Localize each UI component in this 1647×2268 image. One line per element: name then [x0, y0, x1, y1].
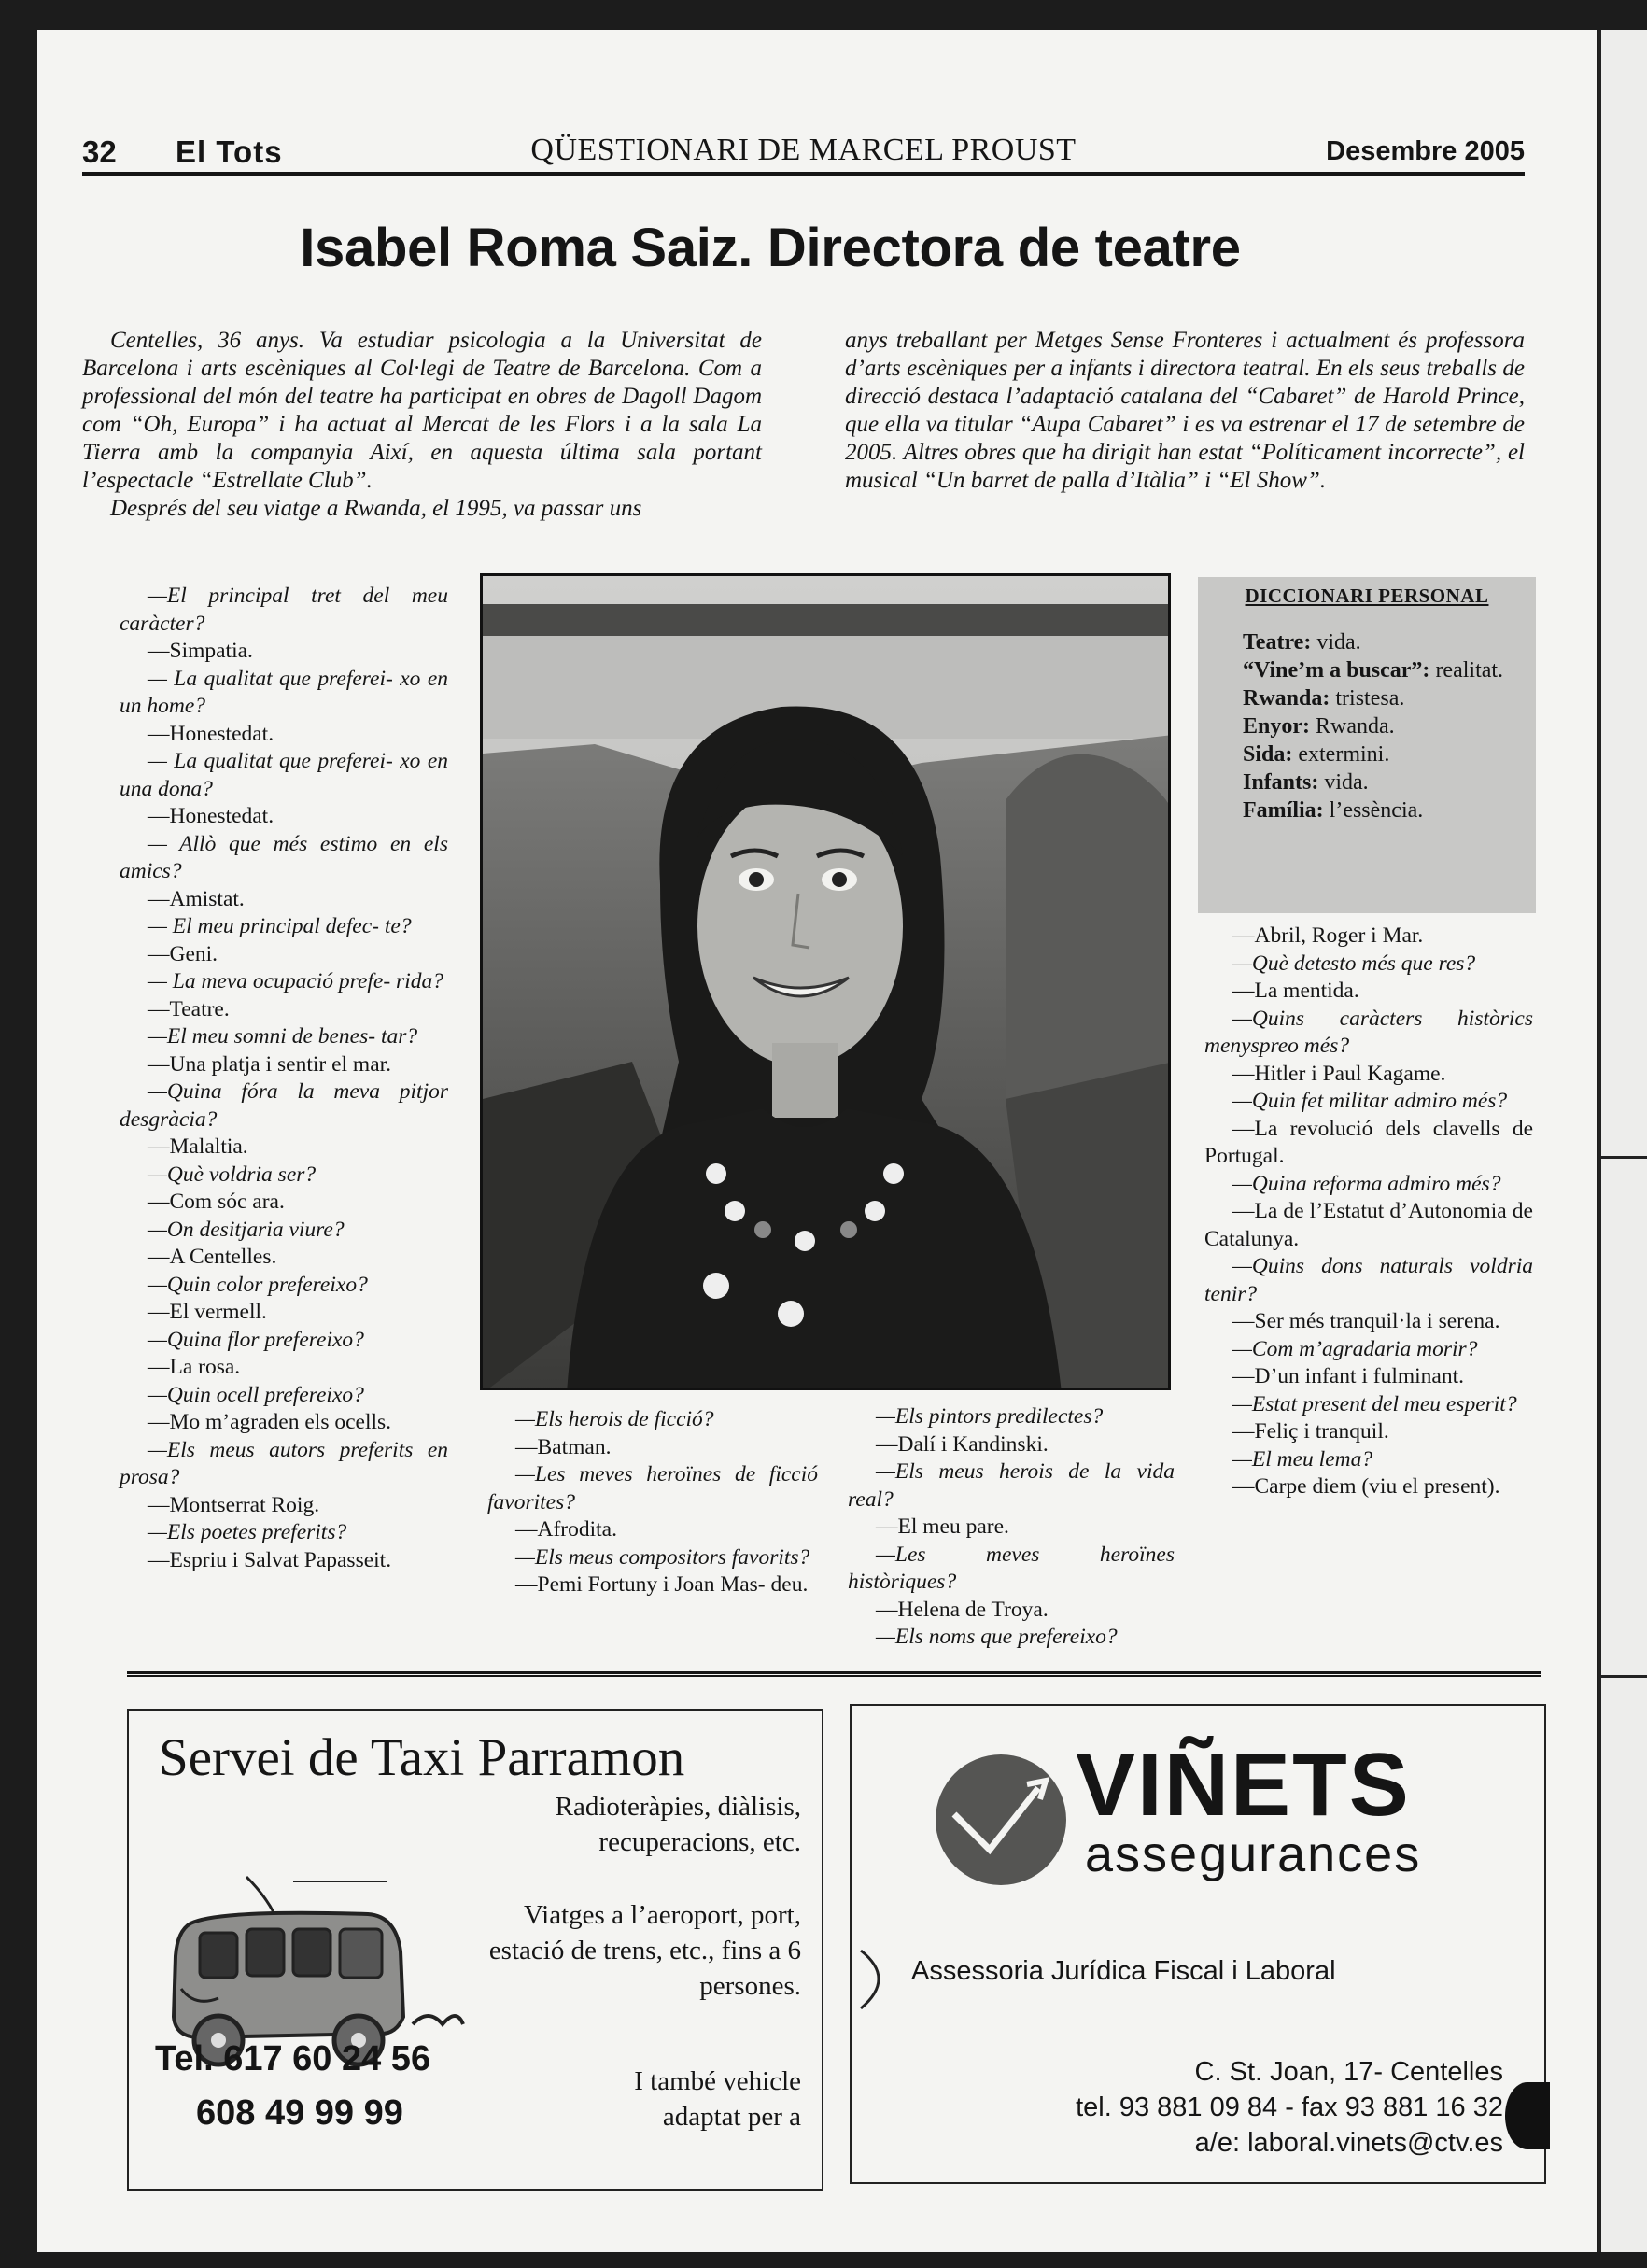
question: —Quin fet militar admiro més? — [1232, 1089, 1508, 1113]
answer: —Montserrat Roig. — [148, 1492, 320, 1517]
answer: —Hitler i Paul Kagame. — [1232, 1061, 1446, 1086]
answer: —Geni. — [148, 941, 218, 966]
dictionary-entry — [1198, 712, 1536, 740]
question: — La meva ocupació prefe- rida? — [148, 969, 443, 993]
answer: —Pemi Fortuny i Joan Mas- deu. — [515, 1572, 809, 1597]
dictionary-entry — [1198, 684, 1536, 712]
question: —Quin color prefereixo? — [148, 1272, 368, 1297]
question: —Els noms que prefereixo? — [876, 1625, 1118, 1649]
answer: —Carpe diem (viu el present). — [1232, 1474, 1500, 1499]
dictionary-definition: realitat. — [1435, 658, 1504, 683]
answer: —Malaltia. — [148, 1134, 248, 1159]
dictionary-term: Teatre: — [1243, 630, 1312, 655]
answer: —Feliç i tranquil. — [1232, 1419, 1389, 1444]
section-title: QÜESTIONARI DE MARCEL PROUST — [530, 133, 1077, 167]
dictionary-title: DICCIONARI PERSONAL — [1245, 585, 1489, 607]
answer: —Com sóc ara. — [148, 1190, 285, 1214]
dictionary-definition: Rwanda. — [1316, 714, 1395, 739]
answer: —Honestedat. — [148, 721, 274, 746]
vinets-address: C. St. Joan, 17- Centelles — [1194, 2057, 1503, 2087]
answer: —Batman. — [515, 1434, 612, 1459]
vinets-subtitle: assegurances — [1085, 1826, 1422, 1882]
question: — Allò que més estimo en els amics? — [120, 831, 448, 883]
bracket-icon — [855, 1947, 902, 2012]
personal-dictionary-box — [1198, 577, 1536, 913]
taxi-travel: Viatges a l’aeroport, port, estació de trens, etc., fins a 6 persones. — [488, 1900, 801, 2001]
question: —On desitjaria viure? — [148, 1217, 345, 1242]
answer: —Teatre. — [148, 996, 230, 1021]
vinets-brand: VIÑETS — [1076, 1735, 1411, 1835]
question: —Els meus compositors favorits? — [515, 1544, 810, 1570]
answer: —La revolució dels clavells de Portugal. — [1204, 1116, 1533, 1168]
dictionary-entry — [1198, 656, 1536, 684]
dictionary-term: Família: — [1243, 798, 1324, 823]
article-separator — [127, 1671, 1541, 1677]
answer: —Ser més tranquil·la i serena. — [1232, 1309, 1500, 1333]
question: — La qualitat que preferei- xo en una dona? — [120, 749, 448, 801]
intro-paragraph: Centelles, 36 anys. Va estudiar psicologia a la Universitat de Barcelona i arts escèniques al Col·legi de Teatre de Barcelona. Com a professional del món del teatre ha participat en obres de Dagoll Dagom com “Oh, Europa” i ha actuat al Mercat de les Flors i a la sala La Tierra amb la companyia Així, en aquesta última sala portant l’espectacle “Estrellate Club”. — [82, 328, 762, 493]
question: — La qualitat que preferei- xo en un home? — [120, 666, 448, 718]
question: —Què detesto més que res? — [1232, 951, 1476, 976]
answer: —D’un infant i fulminant. — [1232, 1364, 1465, 1388]
vinets-email: a/e: laboral.vinets@ctv.es — [1194, 2128, 1503, 2158]
qa-column-4 — [1204, 923, 1533, 1501]
answer: —Simpatia. — [148, 639, 253, 663]
page-number: 32 — [82, 134, 117, 169]
intro-right-column — [845, 327, 1525, 495]
dictionary-definition: vida. — [1316, 630, 1361, 655]
question: —Les meves heroïnes històriques? — [848, 1542, 1175, 1594]
taxi-phone-1: Tel. 617 60 24 56 — [155, 2039, 431, 2078]
taxi-adapted-vehicle: I també vehicle adaptat per a — [634, 2066, 801, 2132]
taxi-services: Radioteràpies, diàlisis, recuperacions, etc. — [555, 1792, 801, 1857]
qa-column-3 — [848, 1403, 1175, 1652]
dictionary-definition: vida. — [1324, 770, 1369, 795]
facing-page-edge — [1598, 30, 1647, 2252]
qa-column-2 — [487, 1406, 818, 1599]
edge-rule — [1600, 1156, 1647, 1159]
answer: —Afrodita. — [515, 1517, 617, 1542]
question: —Quins caràcters històrics menyspreo més? — [1204, 1006, 1533, 1058]
question: —El principal tret del meu caràcter? — [120, 584, 448, 636]
question: —Quina reforma admiro més? — [1232, 1171, 1501, 1196]
answer: —Dalí i Kandinski. — [876, 1431, 1049, 1457]
dictionary-definition: tristesa. — [1335, 686, 1405, 711]
dictionary-definition: extermini. — [1298, 742, 1390, 767]
dictionary-entries — [1198, 628, 1536, 824]
portrait-illustration — [483, 576, 1171, 1390]
vinets-logo-icon — [934, 1753, 1068, 1887]
dictionary-term: Rwanda: — [1243, 686, 1330, 711]
question: —Els pintors predilectes? — [876, 1404, 1104, 1429]
answer: —A Centelles. — [148, 1245, 277, 1269]
question: —Quins dons naturals voldria tenir? — [1204, 1254, 1533, 1306]
page-header — [82, 92, 1525, 177]
dictionary-entry — [1198, 796, 1536, 824]
taxi-phone-2: 608 49 99 99 — [196, 2093, 403, 2133]
question: —Quina flor prefereixo? — [148, 1327, 364, 1352]
article-headline: Isabel Roma Saiz. Directora de teatre — [300, 218, 1241, 278]
qa-column-1 — [120, 583, 448, 1574]
taxi-advertisement — [127, 1709, 824, 2191]
answer: —Honestedat. — [148, 804, 274, 828]
answer: —La de l’Estatut d’Autonomia de Catalunya. — [1204, 1199, 1533, 1251]
answer: —La mentida. — [1232, 979, 1359, 1003]
dictionary-term: Infants: — [1243, 770, 1319, 795]
answer: —Espriu i Salvat Papasseit. — [148, 1547, 392, 1572]
dictionary-term: Sida: — [1243, 742, 1293, 767]
intro-left-column — [82, 327, 762, 523]
answer: —El vermell. — [148, 1300, 267, 1324]
issue-date: Desembre 2005 — [1326, 136, 1525, 166]
dictionary-term: Enyor: — [1243, 714, 1310, 739]
answer: —Amistat. — [148, 886, 245, 911]
dictionary-entry — [1198, 768, 1536, 796]
question: —El meu lema? — [1232, 1446, 1373, 1472]
question: —Estat present del meu esperit? — [1232, 1391, 1517, 1416]
question: —Quina fóra la meva pitjor desgràcia? — [120, 1079, 448, 1132]
answer: —Helena de Troya. — [876, 1597, 1049, 1622]
question: —Els meus herois de la vida real? — [848, 1459, 1175, 1512]
answer: —Mo m’agraden els ocells. — [148, 1410, 392, 1434]
question: —El meu somni de benes- tar? — [148, 1024, 418, 1049]
question: —Els herois de ficció? — [515, 1407, 714, 1431]
answer: —Abril, Roger i Mar. — [1232, 923, 1424, 948]
publication-name: El Tots — [176, 134, 283, 169]
portrait-photo — [480, 573, 1171, 1390]
question: —Les meves heroïnes de ficció favorites? — [487, 1462, 818, 1514]
header-rule — [82, 172, 1525, 176]
dictionary-entry — [1198, 628, 1536, 656]
dictionary-entry — [1198, 740, 1536, 768]
taxi-ad-title: Servei de Taxi Parramon — [159, 1728, 685, 1787]
dictionary-definition: l’essència. — [1329, 798, 1424, 823]
question: —Com m’agradaria morir? — [1232, 1336, 1478, 1361]
vinets-phone: tel. 93 881 09 84 - fax 93 881 16 32 — [1076, 2092, 1503, 2122]
answer: —Una platja i sentir el mar. — [148, 1051, 392, 1077]
intro-paragraph: anys treballant per Metges Sense Fronteres i actualment és professora d’arts escèniques per a infants i directora teatral. En els seus treballs de direcció destaca l’adaptació catalana del “Cabaret” de Harold Prince, que ella va titular “Aupa Cabaret” i es va estrenar el 17 de setembre de 2005. Altres obres que ha dirigit han estat “Políticament incorrecte”, el musical “Un barret de palla d’Itàlia” i “El Show”. — [845, 328, 1525, 493]
vinets-advertisement — [850, 1704, 1546, 2184]
intro-paragraph: Després del seu viatge a Rwanda, el 1995, va passar uns — [110, 496, 642, 521]
question: —Què voldria ser? — [148, 1162, 317, 1187]
question: —Els meus autors preferits en prosa? — [120, 1437, 448, 1489]
edge-rule — [1600, 1675, 1647, 1678]
answer: —La rosa. — [148, 1355, 241, 1379]
answer: —El meu pare. — [876, 1514, 1009, 1539]
question: —Quin ocell prefereixo? — [148, 1382, 364, 1407]
question: — El meu principal defec- te? — [148, 914, 412, 938]
dictionary-term: “Vine’m a buscar”: — [1243, 658, 1430, 683]
question: —Els poetes preferits? — [148, 1520, 347, 1544]
vinets-service: Assessoria Jurídica Fiscal i Laboral — [911, 1956, 1336, 1986]
page-edge-mark — [1505, 2082, 1550, 2149]
